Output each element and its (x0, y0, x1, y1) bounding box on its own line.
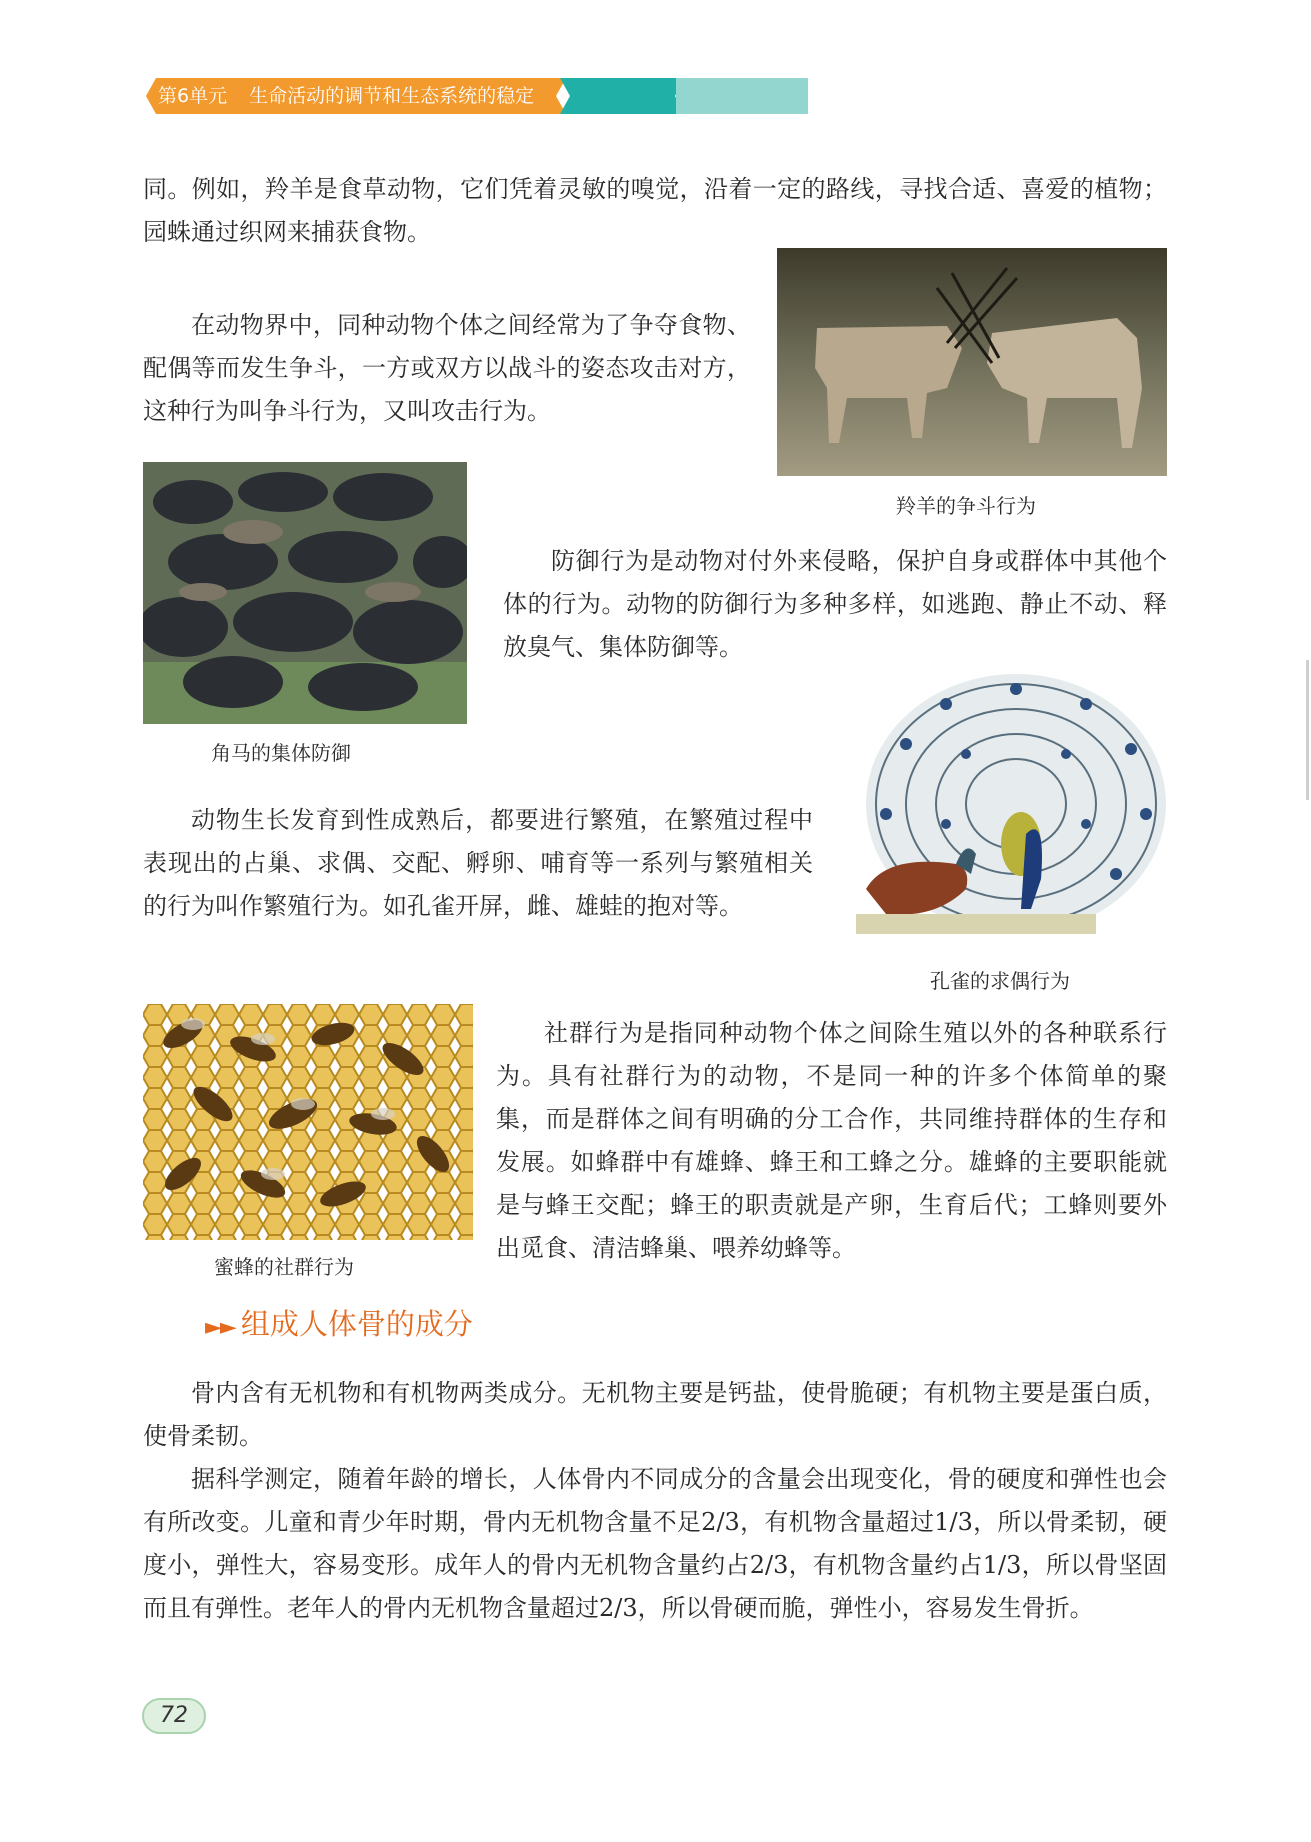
social-paragraph: 社群行为是指同种动物个体之间除生殖以外的各种联系行为。具有社群行为的动物，不是同一种的许多个体简单的聚集，而是群体之间有明确的分工合作，共同维持群体的生存和发展。如蜂群中有雄蜂、蜂王和工蜂之分。雄蜂的主要职能就是与蜂王交配；蜂王的职责就是产卵，生育后代；工蜂则要外出觅食、清洁蜂巢、喂养幼蜂等。 (496, 1019, 1167, 1262)
page-number: 72 (142, 1698, 206, 1734)
running-header (158, 78, 534, 114)
section-heading (205, 1302, 473, 1343)
bone-paragraph-2: 据科学测定，随着年龄的增长，人体骨内不同成分的含量会出现变化，骨的硬度和弹性也会有所改变。儿童和青少年时期，骨内无机物含量不足2/3，有机物含量超过1/3，所以骨柔韧，硬度小，弹性大，容易变形。成年人的骨内无机物含量约占2/3，有机物含量约占1/3，所以骨坚固而且有弹性。老年人的骨内无机物含量超过2/3，所以骨硬而脆，弹性小，容易发生骨折。 (143, 1465, 1167, 1622)
peacock-courtship-image (846, 664, 1166, 954)
bone-paragraphs (143, 1372, 1167, 1630)
section-title: 组成人体骨的成分 (240, 1307, 473, 1341)
caption-bees: 蜜蜂的社群行为 (214, 1255, 354, 1279)
antelope-fighting-photo (777, 248, 1167, 476)
unit-label: 第6单元 (158, 85, 228, 107)
header-band-light (676, 78, 808, 114)
wildebeest-herd-photo (143, 462, 467, 724)
bone-paragraph-1: 骨内含有无机物和有机物两类成分。无机物主要是钙盐，使骨脆硬；有机物主要是蛋白质，使骨柔韧。 (143, 1379, 1167, 1450)
caption-peacock: 孔雀的求偶行为 (930, 969, 1070, 993)
unit-title: 生命活动的调节和生态系统的稳定 (249, 85, 535, 107)
caption-antelope: 羚羊的争斗行为 (896, 494, 1036, 518)
defense-paragraph: 防御行为是动物对付外来侵略，保护自身或群体中其他个体的行为。动物的防御行为多种多样，如逃跑、静止不动、释放臭气、集体防御等。 (503, 547, 1167, 661)
bees-colony-photo (143, 1004, 473, 1240)
intro-paragraph: 同。例如，羚羊是食草动物，它们凭着灵敏的嗅觉，沿着一定的路线，寻找合适、喜爱的植物；园蛛通过织网来捕获食物。 (143, 175, 1167, 246)
section-marker-icon: ►► (205, 1315, 235, 1340)
fighting-paragraph: 在动物界中，同种动物个体之间经常为了争夺食物、配偶等而发生争斗，一方或双方以战斗的姿态攻击对方，这种行为叫争斗行为，又叫攻击行为。 (143, 311, 751, 425)
caption-wildebeest: 角马的集体防御 (211, 741, 351, 765)
header-band-teal (560, 78, 685, 114)
page-edge-marker (1306, 660, 1309, 800)
reproduction-paragraph: 动物生长发育到性成熟后，都要进行繁殖，在繁殖过程中表现出的占巢、求偶、交配、孵卵、哺育等一系列与繁殖相关的行为叫作繁殖行为。如孔雀开屏，雌、雄蛙的抱对等。 (143, 806, 813, 920)
